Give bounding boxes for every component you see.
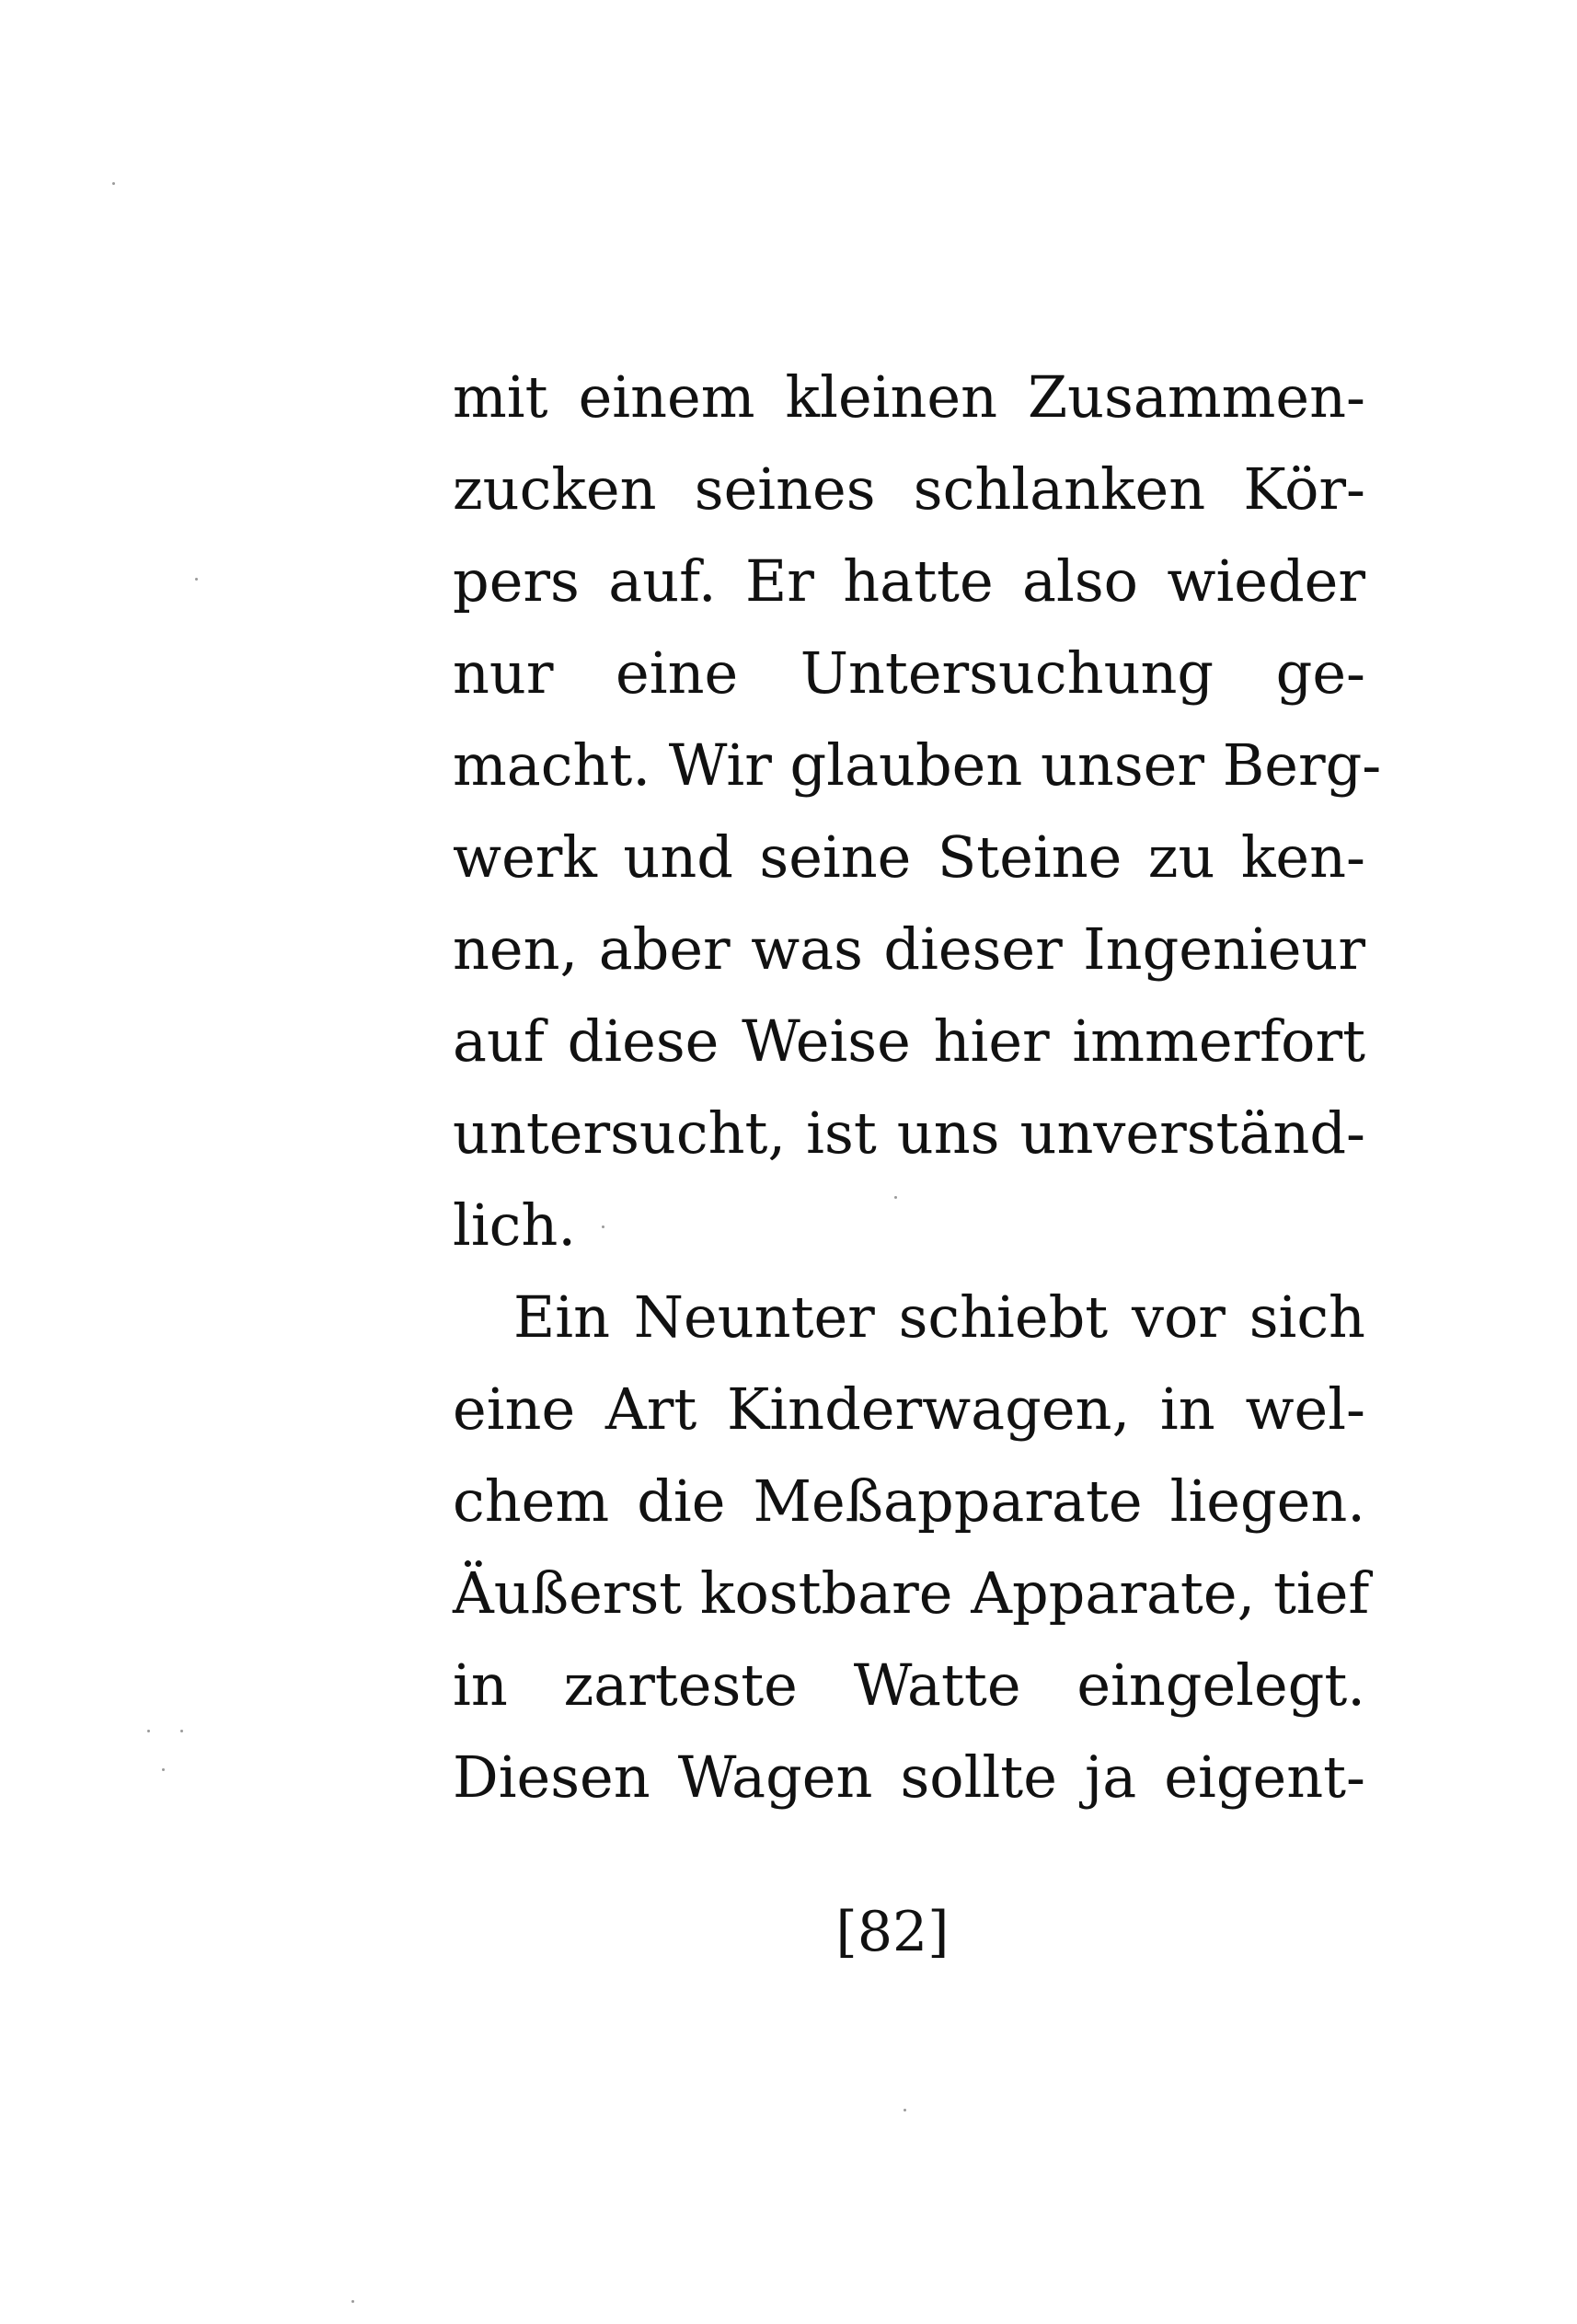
body-text [453, 351, 1382, 1824]
text-line: untersucht, ist uns unverständ- [453, 1099, 1365, 1167]
paper-speck [162, 1768, 165, 1771]
paper-speck [351, 2300, 354, 2303]
paper-speck [180, 1730, 183, 1732]
paper-speck [602, 1225, 604, 1228]
text-line: lich. [453, 1191, 577, 1259]
text-line: mit einem kleinen Zusammen- [453, 363, 1365, 431]
paper-speck [112, 182, 115, 185]
text-line: in zarteste Watte eingelegt. [453, 1651, 1365, 1719]
paper-speck [894, 1196, 897, 1199]
text-line: Diesen Wagen sollte ja eigent- [453, 1743, 1365, 1811]
paragraph-1 [453, 351, 1382, 1271]
paper-speck [904, 2109, 906, 2111]
text-line: Äußerst kostbare Apparate, tief [453, 1559, 1370, 1627]
text-line: chem die Meßapparate liegen. [453, 1467, 1365, 1535]
paper-speck [147, 1730, 150, 1732]
text-line: nur eine Untersuchung ge- [453, 639, 1365, 707]
page-number: [82] [835, 1900, 950, 1964]
paper-speck [195, 578, 198, 581]
paragraph-2 [453, 1271, 1370, 1824]
text-line: macht. Wir glauben unser Berg- [453, 731, 1382, 799]
text-line: eine Art Kinderwagen, in wel- [453, 1375, 1365, 1443]
text-line: werk und seine Steine zu ken- [453, 823, 1365, 891]
text-line: zucken seines schlanken Kör- [453, 455, 1365, 523]
text-line: nen, aber was dieser Ingenieur [453, 915, 1365, 983]
text-line: Ein Neunter schiebt vor sich [513, 1283, 1365, 1351]
text-line: pers auf. Er hatte also wieder [453, 547, 1365, 615]
text-line: auf diese Weise hier immerfort [453, 1007, 1365, 1075]
